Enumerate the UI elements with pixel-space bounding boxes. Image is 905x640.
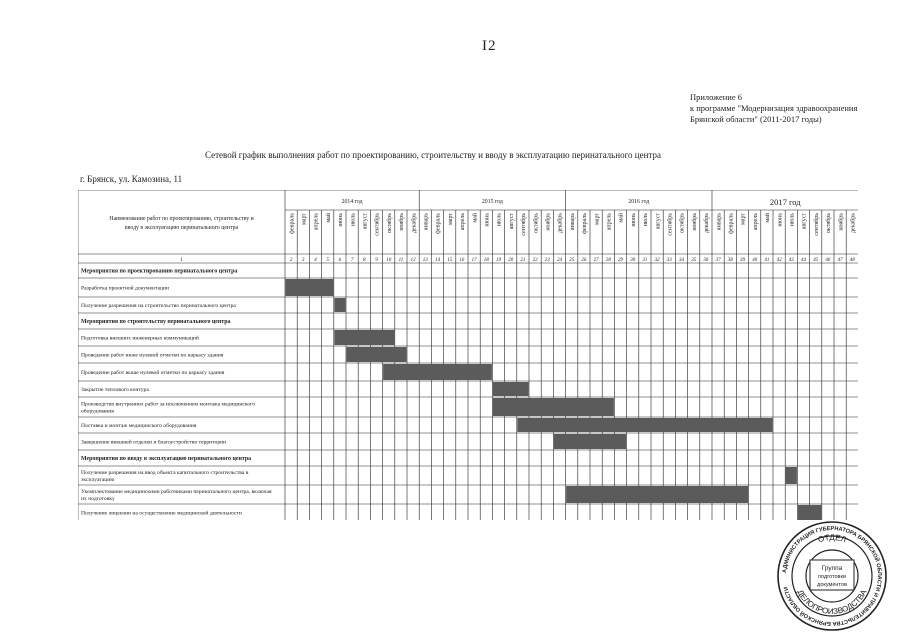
document-title: Сетевой график выполнения работ по проектированию, строительству и вводу в эксплуатацию перинатального центра	[205, 150, 661, 160]
column-number: 41	[764, 258, 770, 263]
stamp-box-line-1: Группа	[821, 565, 843, 572]
column-number: 39	[740, 258, 745, 263]
column-number: 37	[715, 258, 721, 263]
column-number: 30	[630, 258, 636, 263]
column-number: 36	[703, 258, 709, 263]
gantt-bar	[798, 505, 821, 520]
month-label: ноябрь	[838, 213, 845, 231]
column-number: 25	[569, 258, 575, 263]
month-label: апрель	[313, 213, 320, 231]
gantt-bar	[493, 382, 529, 396]
column-number: 15	[447, 258, 453, 263]
month-label: май	[765, 213, 772, 223]
month-label: февраль	[435, 213, 442, 234]
month-label: июнь	[630, 213, 637, 227]
task-label: их подготовку	[81, 495, 115, 502]
task-label: Получение лицензии на осуществление медицинской деятельности	[81, 510, 242, 517]
column-number: 16	[459, 258, 465, 263]
gantt-bar	[786, 467, 797, 484]
month-label: январь	[423, 213, 430, 231]
gantt-bar	[383, 364, 492, 380]
column-number: 11	[398, 258, 404, 263]
header-label-line: Наименование работ по проектированию, строительству и	[109, 216, 254, 222]
column-number: 29	[618, 258, 623, 263]
appendix-line-1: Приложение 6	[690, 92, 742, 102]
month-label: февраль	[289, 213, 296, 234]
task-label: Завершение внешней отделки и благоустройство территории	[81, 439, 227, 446]
column-number: 42	[776, 258, 782, 263]
header-label-line: вводу в эксплуатацию перинатального центра	[124, 225, 239, 231]
column-number: 19	[496, 258, 501, 263]
section-heading: Мероприятия по проектированию перинатального центра	[81, 268, 238, 275]
gantt-table	[78, 190, 858, 520]
task-label: эксплуатацию	[81, 476, 115, 483]
year-label: 2014 год	[341, 199, 363, 205]
column-number: 32	[654, 258, 660, 263]
month-label: февраль	[582, 212, 589, 234]
appendix-line-2: к программе "Модернизация здравоохранения	[690, 103, 858, 113]
gantt-bar	[347, 347, 407, 362]
month-label: апрель	[606, 213, 613, 231]
column-number: 20	[508, 258, 514, 263]
task-label: Подготовка внешних инженерных коммуникаций	[81, 335, 199, 342]
month-label: декабрь	[850, 213, 857, 233]
column-number: 8	[363, 258, 366, 263]
column-number: 34	[679, 258, 684, 263]
column-number: 23	[544, 258, 550, 263]
month-label: март	[594, 213, 601, 225]
task-label: Закрытие теплового контура	[81, 387, 149, 393]
column-number: 28	[605, 258, 611, 263]
gantt-bar	[566, 486, 748, 503]
column-number: 27	[593, 258, 599, 263]
column-number: 26	[581, 258, 587, 263]
month-label: май	[472, 213, 479, 223]
month-label: июль	[496, 213, 503, 227]
svg-text:ОТДЕЛ	[817, 533, 847, 544]
stamp-box-line-2: подготовки	[818, 574, 846, 580]
section-heading: Мероприятия по строительству перинатального центра	[81, 319, 231, 325]
column-number: 46	[825, 258, 831, 263]
month-label: март	[740, 213, 747, 225]
month-label: январь	[569, 213, 576, 231]
page-number: I2	[482, 38, 497, 54]
year-label: 2015 год	[481, 199, 503, 205]
column-number: 12	[410, 258, 416, 263]
month-label: ноябрь	[691, 213, 698, 231]
column-number: 38	[727, 258, 733, 263]
month-label: сентябрь	[521, 213, 528, 236]
month-label: май	[325, 213, 332, 223]
month-label: июнь	[777, 213, 784, 227]
month-label: февраль	[728, 213, 735, 234]
task-label: Разработка проектной документации	[81, 285, 170, 292]
month-label: январь	[716, 213, 723, 231]
column-number: 33	[666, 258, 672, 263]
month-label: июнь	[484, 213, 491, 227]
month-label: март	[447, 213, 454, 225]
column-number: 31	[642, 258, 648, 263]
column-number: 4	[314, 258, 317, 263]
month-label: апрель	[460, 213, 467, 231]
task-label: Укомплектование медицинскими работниками перинатального центра, включая	[81, 489, 272, 496]
column-number: 22	[532, 258, 538, 263]
column-number: 2	[289, 258, 293, 263]
column-number: 10	[386, 258, 392, 263]
month-label: сентябрь	[667, 213, 674, 236]
appendix-line-3: Брянской области" (2011-2017 годы)	[690, 114, 822, 124]
month-label: май	[618, 213, 625, 223]
gantt-bar	[493, 398, 614, 416]
address: г. Брянск, ул. Камозина, 11	[80, 174, 183, 184]
column-number: 40	[752, 258, 758, 263]
column-number: 17	[471, 258, 477, 263]
column-number: 21	[520, 258, 526, 263]
month-label: июль	[789, 213, 796, 227]
task-label: оборудования	[81, 408, 114, 415]
column-number: 48	[849, 258, 855, 263]
section-heading: Мероприятия по вводу в эксплуатацию перинатального центра	[81, 456, 252, 462]
month-label: август	[508, 213, 515, 230]
column-number: 3	[302, 258, 305, 263]
column-number: 13	[422, 258, 428, 263]
task-label: Получение разрешения на ввод объекта капитального строительства в	[81, 470, 249, 477]
gantt-bar	[334, 298, 345, 312]
month-label: ноябрь	[545, 213, 552, 231]
task-label: Проведение работ ниже нулевой отметки по каркасу здания	[81, 352, 224, 359]
task-label: Проведение работ выше нулевой отметки по каркасу здания	[81, 370, 225, 376]
column-number: 35	[691, 258, 697, 263]
stamp-arc-top: ОТДЕЛ	[816, 532, 848, 545]
column-number: 24	[557, 258, 562, 263]
gantt-bar	[286, 279, 334, 296]
month-label: июль	[643, 213, 650, 227]
task-label: Производство внутренних работ за исключением монтажа медицинского	[81, 401, 255, 408]
column-number: 7	[350, 258, 354, 263]
office-stamp	[772, 520, 892, 632]
stamp-ring-text: АДМИНИСТРАЦИЯ ГУБЕРНАТОРА БРЯНСКОЙ ОБЛАСТИ И ПРАВИТЕЛЬСТВА БРЯНСКОЙ ОБЛАСТИ	[782, 525, 883, 627]
month-label: март	[301, 213, 308, 225]
month-label: октябрь	[533, 213, 540, 233]
month-label: сентябрь	[374, 213, 381, 236]
month-label: ноябрь	[399, 213, 406, 231]
column-number: 6	[338, 258, 342, 263]
month-label: август	[801, 213, 808, 230]
stamp-arc-bottom: ДЕЛОПРОИЗВОДСТВА	[795, 588, 869, 617]
month-label: июнь	[338, 213, 345, 227]
column-number: 14	[435, 258, 440, 263]
task-label: Поставка и монтаж медицинского оборудования	[81, 423, 197, 429]
year-label: 2016 год	[628, 199, 650, 205]
gantt-bar	[334, 330, 394, 345]
column-number: 44	[801, 258, 806, 263]
task-label: Получение разрешения на строительство перинатального центра	[81, 303, 236, 309]
month-label: сентябрь	[813, 213, 820, 236]
year-label: 2017 год	[769, 197, 801, 207]
gantt-bar	[517, 418, 772, 432]
column-number: 47	[837, 258, 843, 263]
month-label: декабрь	[411, 213, 418, 233]
gantt-bar	[554, 434, 626, 449]
month-label: август	[655, 213, 662, 230]
column-number: 45	[813, 258, 819, 263]
appendix-note	[690, 92, 857, 125]
month-label: октябрь	[826, 213, 833, 233]
month-label: декабрь	[557, 213, 564, 233]
month-label: октябрь	[679, 213, 686, 233]
column-number: 18	[483, 258, 489, 263]
month-label: декабрь	[704, 213, 711, 233]
month-label: октябрь	[386, 213, 393, 233]
month-label: август	[362, 213, 369, 230]
column-number: 9	[375, 258, 378, 263]
month-label: июль	[350, 213, 357, 227]
month-label: апрель	[752, 213, 759, 231]
column-number: 43	[788, 258, 794, 263]
column-number: 1	[180, 257, 183, 263]
column-number: 5	[326, 258, 329, 263]
stamp-box-line-3: документов	[817, 582, 847, 588]
